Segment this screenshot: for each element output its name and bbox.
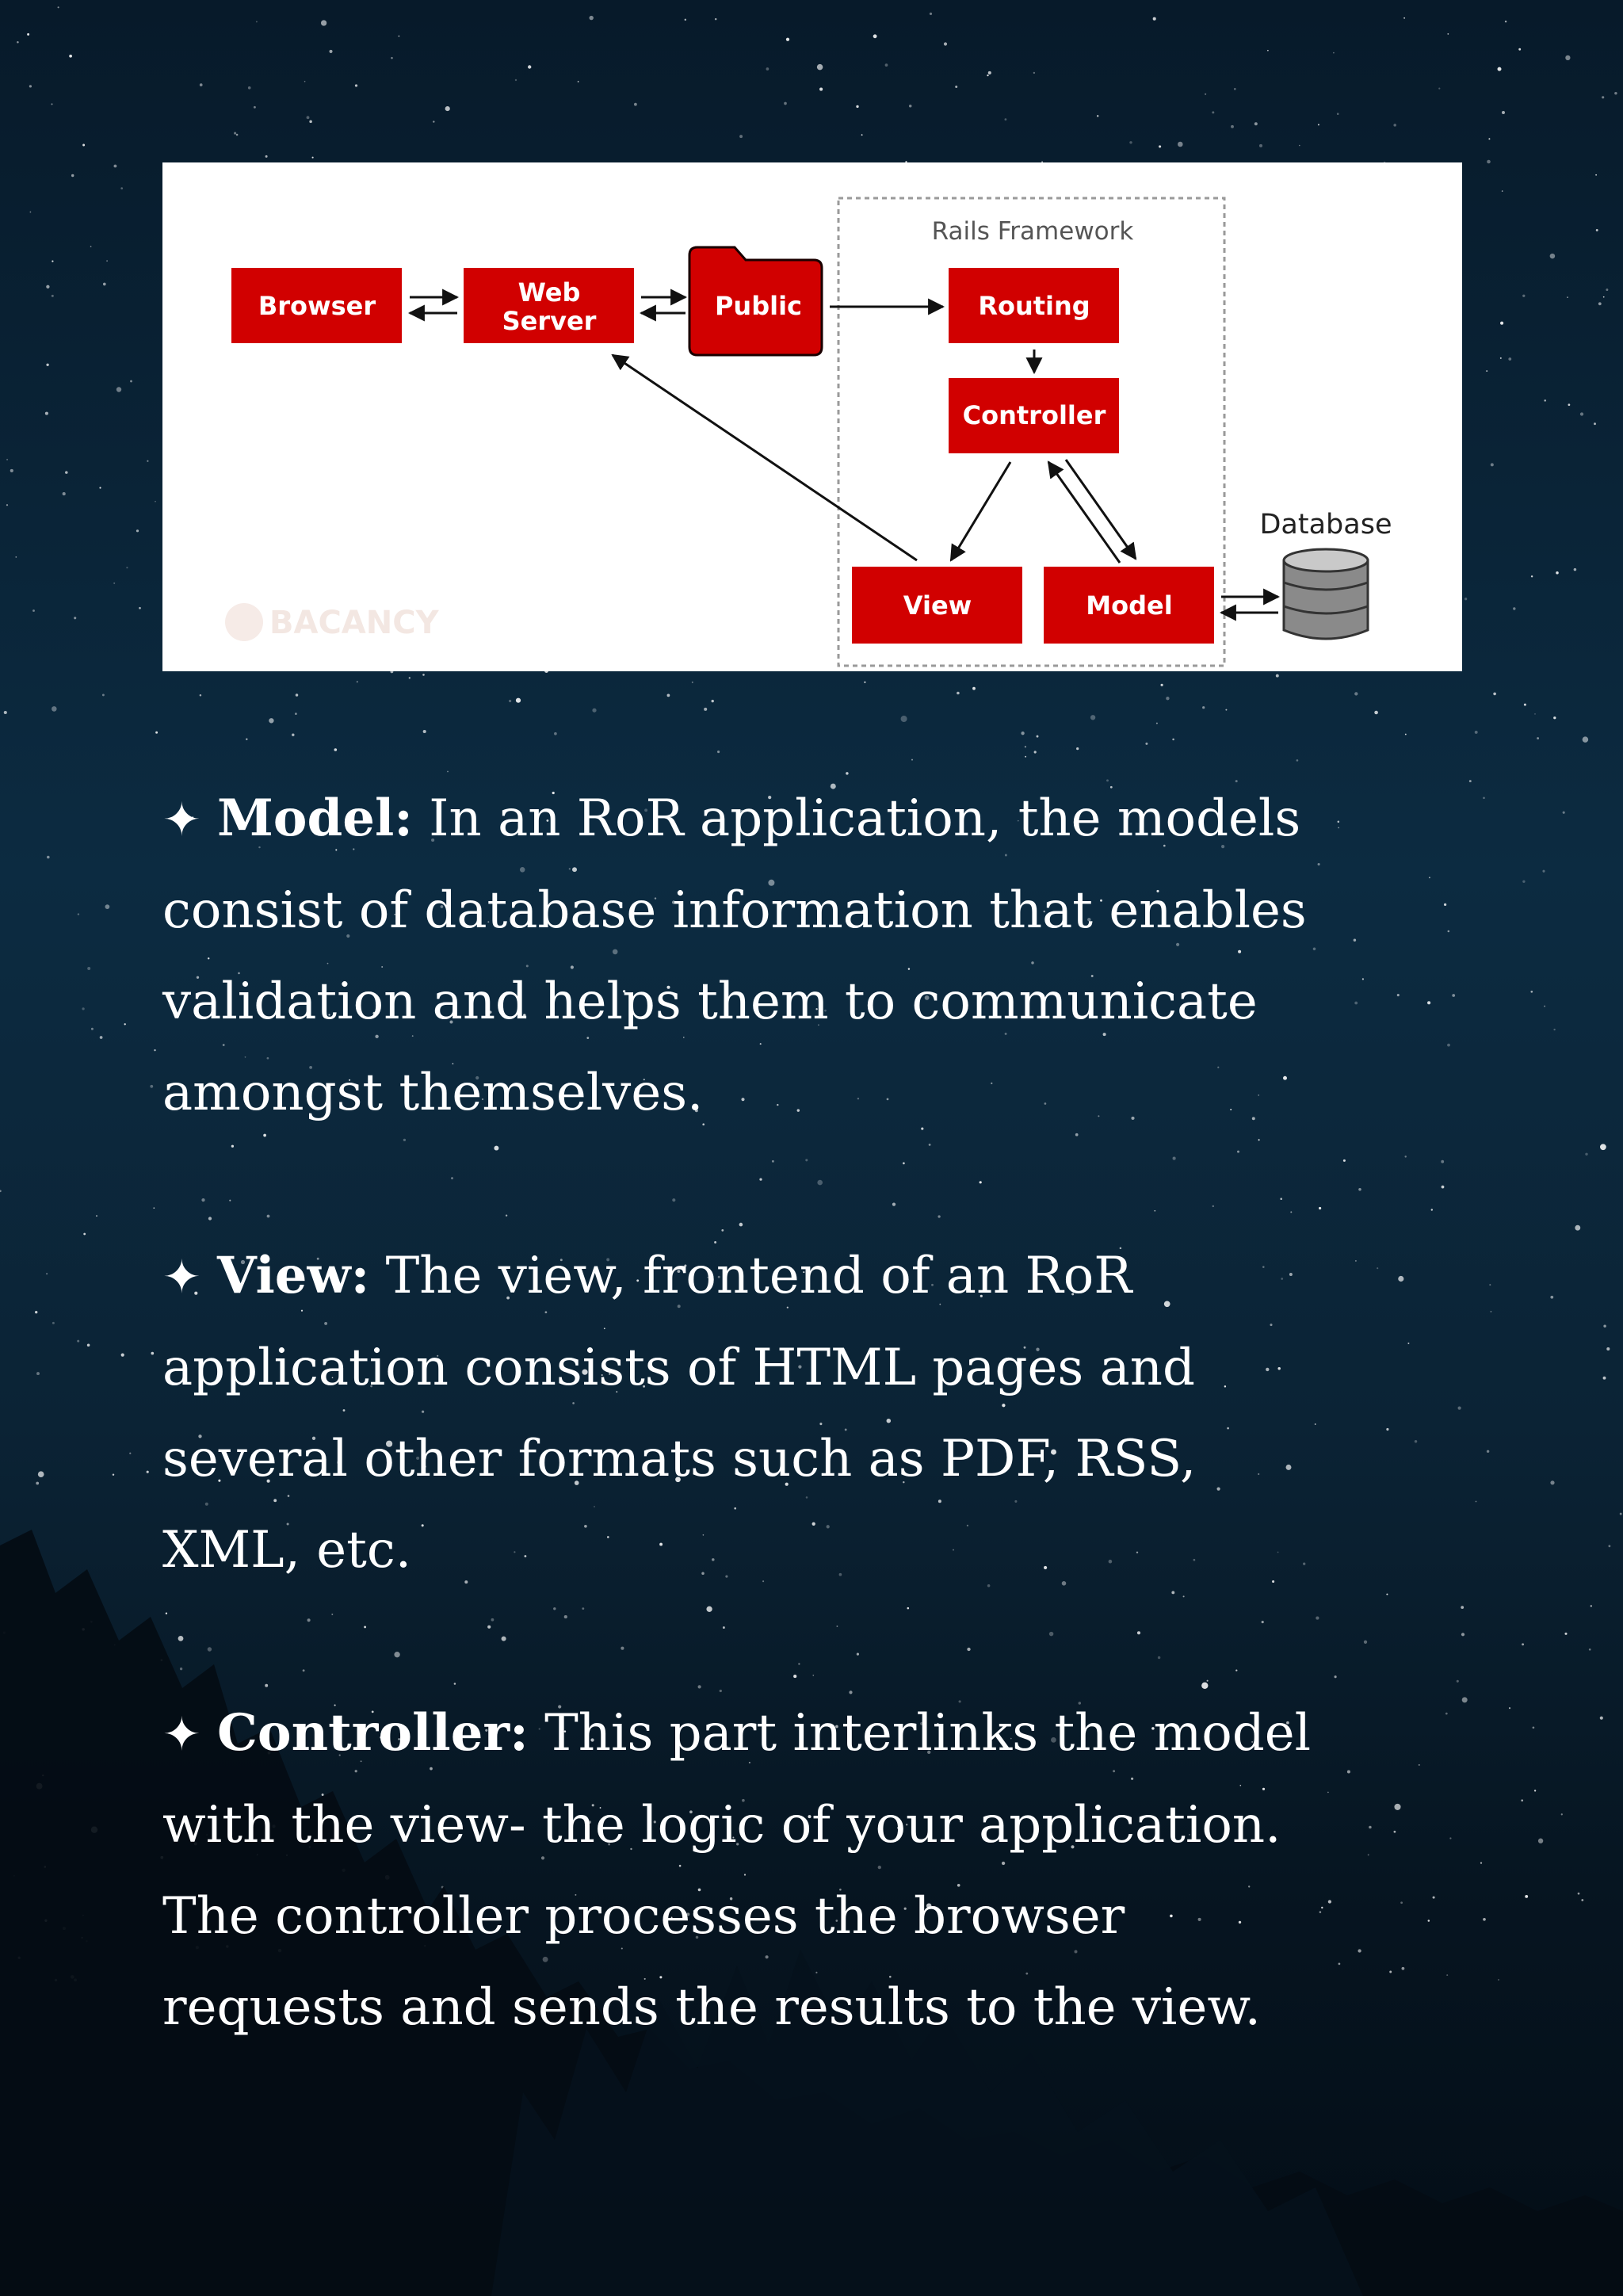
browser-node [231, 268, 402, 343]
model-term: Model: [216, 789, 413, 848]
view-section [162, 1230, 1478, 1596]
arrow-view-to-webserver [613, 355, 917, 560]
diagram-arrows [410, 297, 1278, 613]
web-server-label-line2: Server [502, 306, 597, 336]
model-line-1: In an RoR application, the models [429, 789, 1301, 848]
bacancy-watermark [225, 603, 440, 641]
arrow-controller-to-model [1066, 460, 1136, 559]
public-folder-node [689, 247, 822, 355]
controller-section [162, 1687, 1478, 2053]
view-label: View [903, 590, 972, 621]
routing-label: Routing [978, 291, 1090, 321]
public-label: Public [714, 291, 803, 321]
routing-node [949, 268, 1119, 343]
mvc-description [162, 773, 1478, 2053]
model-node [1044, 567, 1214, 644]
controller-line-4: requests and sends the results to the view. [162, 1978, 1261, 2037]
view-line-1: The view, frontend of an RoR [385, 1247, 1132, 1305]
controller-term: Controller: [216, 1703, 529, 1763]
model-line-2: consist of database information that enables [162, 881, 1307, 940]
web-server-label-line1: Web [517, 277, 581, 308]
rails-mvc-diagram [162, 162, 1462, 671]
web-server-node [464, 268, 634, 343]
sparkle-icon: ✦ [162, 793, 201, 846]
browser-label: Browser [258, 291, 376, 321]
model-line-4: amongst themselves. [162, 1064, 704, 1122]
sparkle-icon: ✦ [162, 1707, 201, 1761]
database-label: Database [1259, 509, 1392, 541]
view-term: View: [216, 1246, 370, 1305]
arrow-model-to-controller [1048, 462, 1120, 563]
controller-line-1: This part interlinks the model [544, 1704, 1312, 1763]
controller-label: Controller [962, 400, 1106, 430]
controller-node [949, 378, 1119, 453]
watermark-text: BACANCY [269, 605, 439, 641]
model-line-3: validation and helps them to communicate [162, 972, 1258, 1031]
controller-line-3: The controller processes the browser [162, 1887, 1125, 1946]
view-line-2: application consists of HTML pages and [162, 1339, 1195, 1397]
view-line-4: XML, etc. [162, 1521, 412, 1580]
model-label: Model [1086, 590, 1173, 621]
rails-framework-label: Rails Framework [931, 217, 1134, 246]
view-node [852, 567, 1022, 644]
model-section [162, 773, 1478, 1139]
view-line-3: several other formats such as PDF, RSS, [162, 1430, 1197, 1488]
database-icon [1259, 509, 1392, 639]
arrow-controller-to-view [951, 462, 1010, 560]
controller-line-2: with the view- the logic of your application. [162, 1796, 1281, 1855]
sparkle-icon: ✦ [162, 1250, 201, 1304]
